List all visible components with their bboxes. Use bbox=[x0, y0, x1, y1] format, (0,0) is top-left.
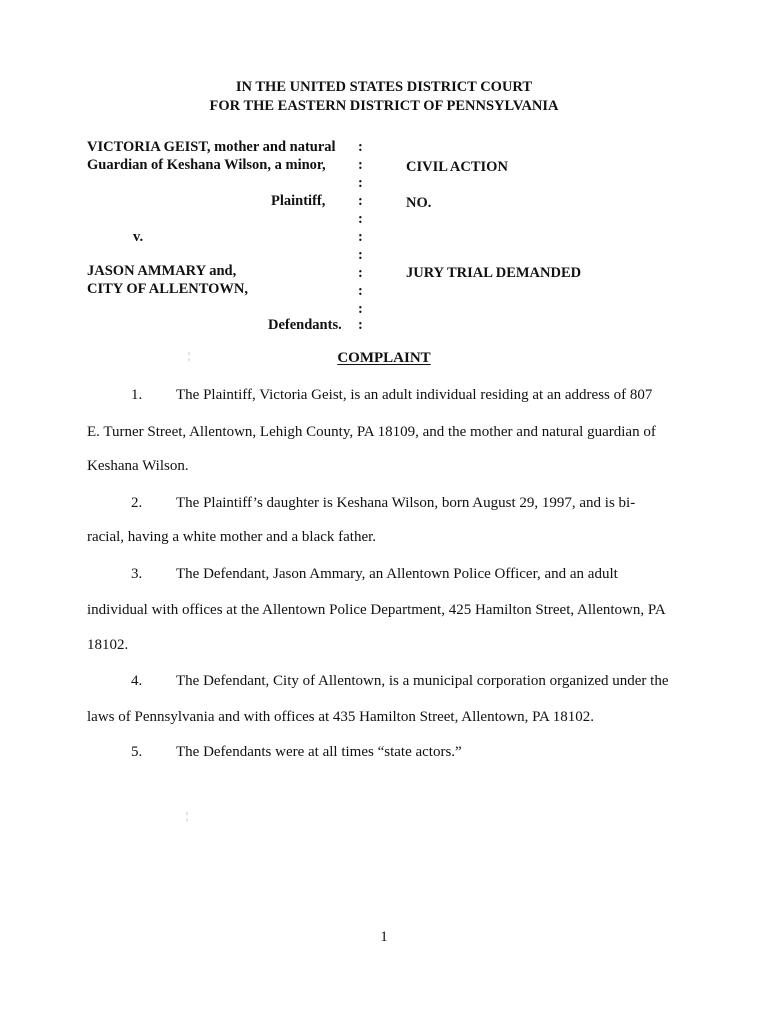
paragraph-text: 18102. bbox=[87, 637, 129, 653]
case-number-label: NO. bbox=[406, 195, 432, 211]
case-caption bbox=[0, 138, 768, 338]
paragraph-text: racial, having a white mother and a black father. bbox=[87, 529, 377, 545]
caption-separator: : bbox=[358, 229, 363, 245]
caption-separator: : bbox=[358, 265, 363, 281]
court-header bbox=[0, 78, 768, 116]
paragraph-number: 2. bbox=[131, 495, 143, 511]
paragraph-text: Keshana Wilson. bbox=[87, 458, 189, 474]
paragraph-text: The Defendant, Jason Ammary, an Allentown Police Officer, and an adult bbox=[176, 566, 618, 582]
caption-separator: : bbox=[358, 247, 363, 263]
paragraph-number: 4. bbox=[131, 673, 143, 689]
caption-separator: : bbox=[358, 157, 363, 173]
paragraph-number: 1. bbox=[131, 387, 143, 403]
paragraph-number: 3. bbox=[131, 566, 143, 582]
paragraph-text: individual with offices at the Allentown Police Department, 425 Hamilton Street, Allentown, PA bbox=[87, 602, 666, 618]
paragraph-text: The Plaintiff, Victoria Geist, is an adult individual residing at an address of 807 bbox=[176, 387, 653, 403]
scan-speck: ¦ bbox=[186, 811, 189, 822]
plaintiff-name: VICTORIA GEIST, mother and natural bbox=[87, 139, 336, 155]
plaintiff-label: Plaintiff, bbox=[271, 193, 326, 209]
civil-action-label: CIVIL ACTION bbox=[406, 159, 508, 175]
document-title bbox=[0, 349, 768, 368]
caption-separator: : bbox=[358, 211, 363, 227]
jury-trial-label: JURY TRIAL DEMANDED bbox=[406, 265, 582, 281]
plaintiff-description: Guardian of Keshana Wilson, a minor, bbox=[87, 157, 326, 173]
court-district: FOR THE EASTERN DISTRICT OF PENNSYLVANIA bbox=[209, 98, 559, 114]
paragraph-number: 5. bbox=[131, 744, 143, 760]
defendants-label: Defendants. bbox=[268, 317, 342, 333]
paragraph-text: The Defendant, City of Allentown, is a municipal corporation organized under the bbox=[176, 673, 669, 689]
defendant-city: CITY OF ALLENTOWN, bbox=[87, 281, 249, 297]
paragraph-text: E. Turner Street, Allentown, Lehigh County, PA 18109, and the mother and natural guardian of bbox=[87, 424, 656, 440]
versus-label: v. bbox=[133, 229, 144, 245]
caption-separator: : bbox=[358, 139, 363, 155]
court-name: IN THE UNITED STATES DISTRICT COURT bbox=[235, 79, 533, 95]
complaint-heading: COMPLAINT bbox=[337, 350, 431, 366]
caption-separator: : bbox=[358, 283, 363, 299]
paragraph-text: laws of Pennsylvania and with offices at 435 Hamilton Street, Allentown, PA 18102. bbox=[87, 709, 595, 725]
caption-separator: : bbox=[358, 193, 363, 209]
defendant-name: JASON AMMARY and, bbox=[87, 263, 237, 279]
page-number: 1 bbox=[380, 929, 388, 945]
caption-separator: : bbox=[358, 175, 363, 191]
caption-separator: : bbox=[358, 301, 363, 317]
scan-speck: ¦ bbox=[188, 351, 191, 362]
paragraph-text: The Defendants were at all times “state actors.” bbox=[176, 744, 462, 760]
paragraph-text: The Plaintiff’s daughter is Keshana Wilson, born August 29, 1997, and is bi- bbox=[176, 495, 636, 511]
caption-separator: : bbox=[358, 317, 363, 333]
